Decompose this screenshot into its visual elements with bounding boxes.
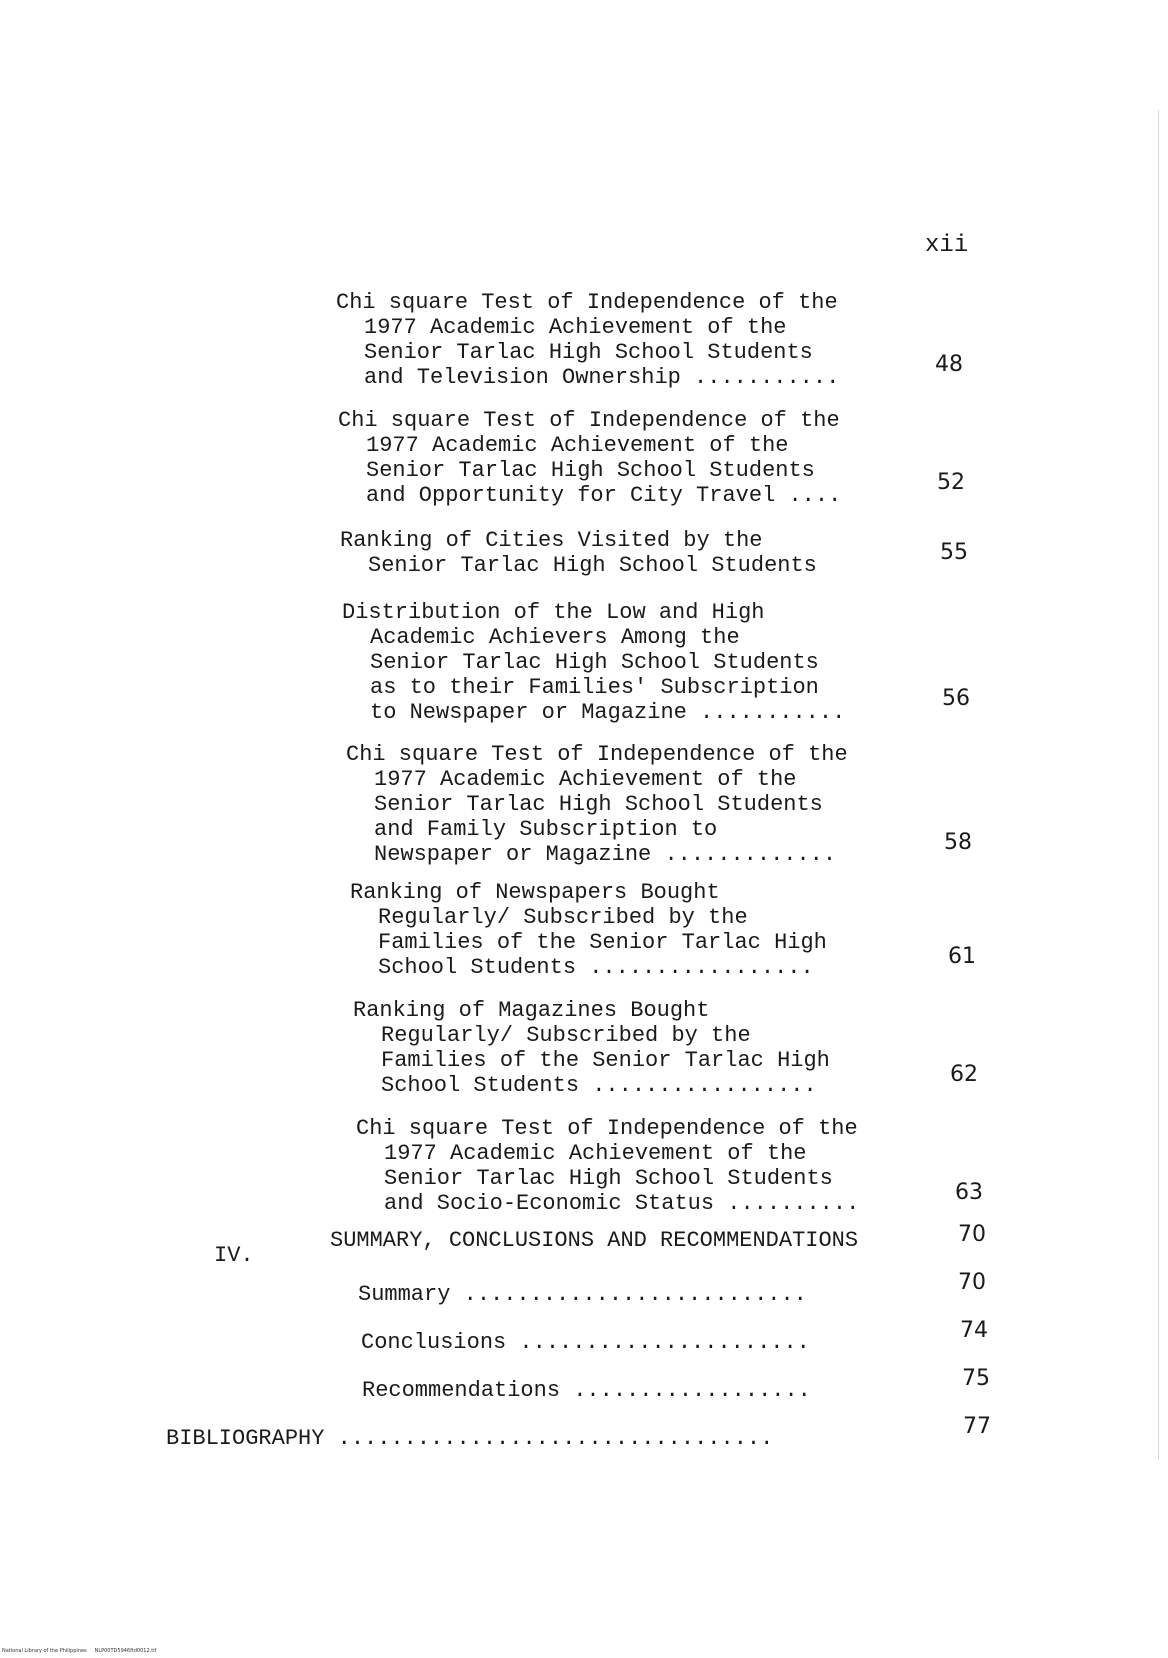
toc-entry-line: Families of the Senior Tarlac High bbox=[378, 930, 827, 955]
toc-entry-line: Chi square Test of Independence of the bbox=[336, 290, 838, 315]
toc-entry-page: 63 bbox=[955, 1180, 983, 1205]
toc-entry-line: Senior Tarlac High School Students bbox=[384, 1166, 833, 1191]
toc-entry-line: Chi square Test of Independence of the bbox=[338, 408, 840, 433]
toc-entry-line: School Students ................. bbox=[378, 955, 814, 980]
section-conclusions-page: 74 bbox=[960, 1318, 988, 1343]
toc-entry-line: 1977 Academic Achievement of the bbox=[364, 315, 787, 340]
scan-footer: National Library of the Philippines NLP00TD5946ftd0012.tif bbox=[2, 1648, 157, 1654]
toc-entry-line: Academic Achievers Among the bbox=[370, 625, 740, 650]
toc-entry-line: Regularly/ Subscribed by the bbox=[378, 905, 748, 930]
toc-entry bbox=[350, 880, 827, 980]
scan-edge bbox=[1158, 110, 1159, 1460]
bibliography-label: BIBLIOGRAPHY ................................. bbox=[166, 1426, 774, 1451]
chapter-page: 70 bbox=[958, 1222, 986, 1247]
toc-entry-page: 58 bbox=[944, 830, 972, 855]
toc-entry-page: 52 bbox=[937, 470, 965, 495]
toc-entry-line: Ranking of Newspapers Bought bbox=[350, 880, 720, 905]
toc-entry-line: to Newspaper or Magazine ........... bbox=[370, 700, 846, 725]
toc-entry bbox=[340, 528, 817, 578]
toc-entry-line: and Socio-Economic Status .......... bbox=[384, 1191, 860, 1216]
toc-entry-line: as to their Families' Subscription bbox=[370, 675, 819, 700]
toc-entry-line: Families of the Senior Tarlac High bbox=[381, 1048, 830, 1073]
toc-entry-line: Distribution of the Low and High bbox=[342, 600, 765, 625]
toc-entry bbox=[338, 408, 841, 508]
toc-entry-line: Newspaper or Magazine ............. bbox=[374, 842, 837, 867]
toc-entry-page: 48 bbox=[935, 352, 963, 377]
toc-entry-page: 62 bbox=[950, 1062, 978, 1087]
chapter-title: SUMMARY, CONCLUSIONS AND RECOMMENDATIONS bbox=[330, 1228, 859, 1253]
section-recommendations-page: 75 bbox=[962, 1366, 990, 1391]
toc-entry-line: Chi square Test of Independence of the bbox=[346, 742, 848, 767]
toc-entry-line: Chi square Test of Independence of the bbox=[356, 1116, 858, 1141]
toc-entry bbox=[346, 742, 848, 867]
toc-entry-line: and Family Subscription to bbox=[374, 817, 718, 842]
section-conclusions: Conclusions ...................... bbox=[361, 1330, 810, 1355]
bibliography-page: 77 bbox=[963, 1414, 991, 1439]
toc-entry-line: 1977 Academic Achievement of the bbox=[384, 1141, 807, 1166]
toc-entry-line: Senior Tarlac High School Students bbox=[368, 553, 817, 578]
toc-entry-line: Senior Tarlac High School Students bbox=[364, 340, 813, 365]
toc-entry-line: Senior Tarlac High School Students bbox=[374, 792, 823, 817]
page-number: xii bbox=[925, 232, 969, 259]
toc-entry bbox=[356, 1116, 859, 1216]
toc-entry-line: and Television Ownership ........... bbox=[364, 365, 840, 390]
section-recommendations: Recommendations .................. bbox=[362, 1378, 811, 1403]
section-summary-page: 70 bbox=[958, 1270, 986, 1295]
toc-entry bbox=[353, 998, 830, 1098]
section-summary: Summary .......................... bbox=[358, 1282, 807, 1307]
toc-entry-line: Ranking of Cities Visited by the bbox=[340, 528, 763, 553]
toc-entry-line: Regularly/ Subscribed by the bbox=[381, 1023, 751, 1048]
toc-entry-line: 1977 Academic Achievement of the bbox=[366, 433, 789, 458]
toc-entry-page: 56 bbox=[942, 686, 970, 711]
toc-entry-line: 1977 Academic Achievement of the bbox=[374, 767, 797, 792]
toc-entry bbox=[336, 290, 839, 390]
toc-entry-page: 55 bbox=[940, 540, 968, 565]
toc-entry-line: Ranking of Magazines Bought bbox=[353, 998, 710, 1023]
toc-entry-line: School Students ................. bbox=[381, 1073, 817, 1098]
toc-entry-line: and Opportunity for City Travel .... bbox=[366, 483, 842, 508]
toc-entry-line: Senior Tarlac High School Students bbox=[366, 458, 815, 483]
toc-entry-page: 61 bbox=[948, 944, 976, 969]
chapter-numeral: IV. bbox=[214, 1243, 254, 1268]
toc-entry-line: Senior Tarlac High School Students bbox=[370, 650, 819, 675]
toc-entry bbox=[342, 600, 845, 725]
